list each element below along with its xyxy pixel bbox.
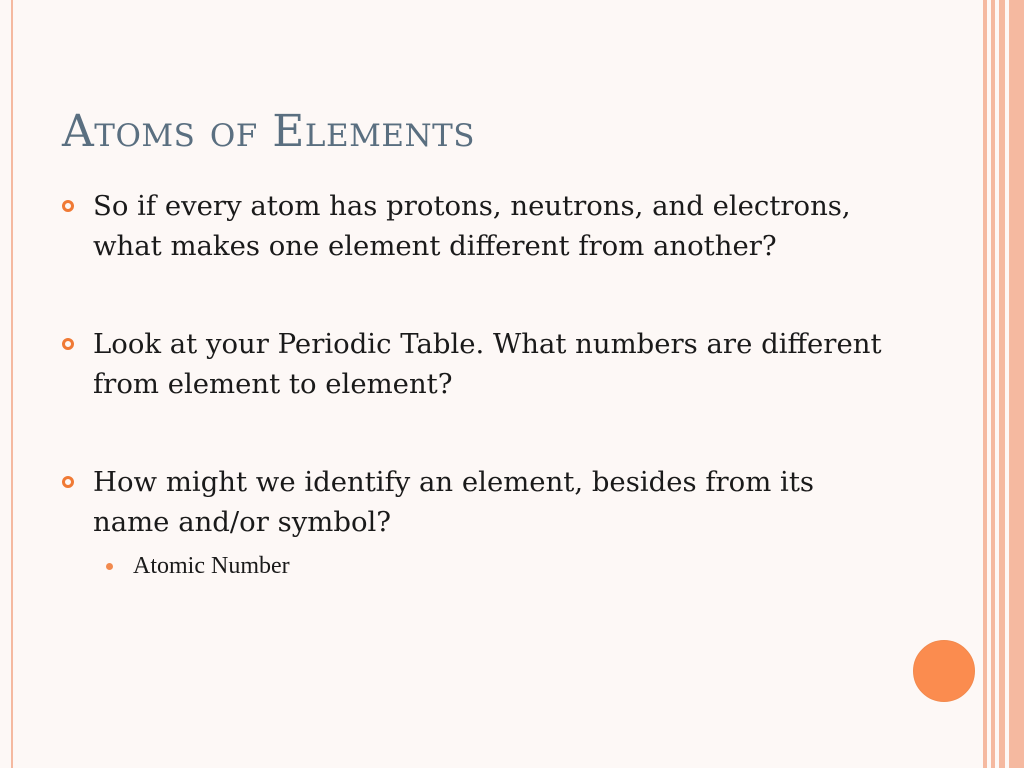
- decorative-circle: [913, 640, 975, 702]
- right-stripe: [999, 0, 1005, 768]
- bullet-ring-icon: [62, 200, 74, 212]
- bullet-item: [62, 186, 892, 266]
- right-stripe: [991, 0, 995, 768]
- bullet-item: [62, 462, 892, 542]
- bullet-text: So if every atom has protons, neutrons, and electrons, what makes one element different from another?: [93, 190, 851, 262]
- bullet-ring-icon: [62, 338, 74, 350]
- sub-bullet-item: [133, 550, 892, 582]
- left-border-line: [11, 0, 13, 768]
- right-stripe: [983, 0, 987, 768]
- sub-bullet-text: Atomic Number: [133, 553, 290, 579]
- bullet-item: [62, 324, 892, 404]
- right-stripe: [1009, 0, 1024, 768]
- bullet-text: How might we identify an element, besides from its name and/or symbol?: [93, 466, 815, 538]
- bullet-dot-icon: [106, 563, 113, 570]
- bullet-text: Look at your Periodic Table. What numbers are different from element to element?: [93, 328, 882, 400]
- slide-body: [62, 186, 892, 582]
- bullet-ring-icon: [62, 476, 74, 488]
- slide-title: Atoms of Elements: [62, 106, 475, 157]
